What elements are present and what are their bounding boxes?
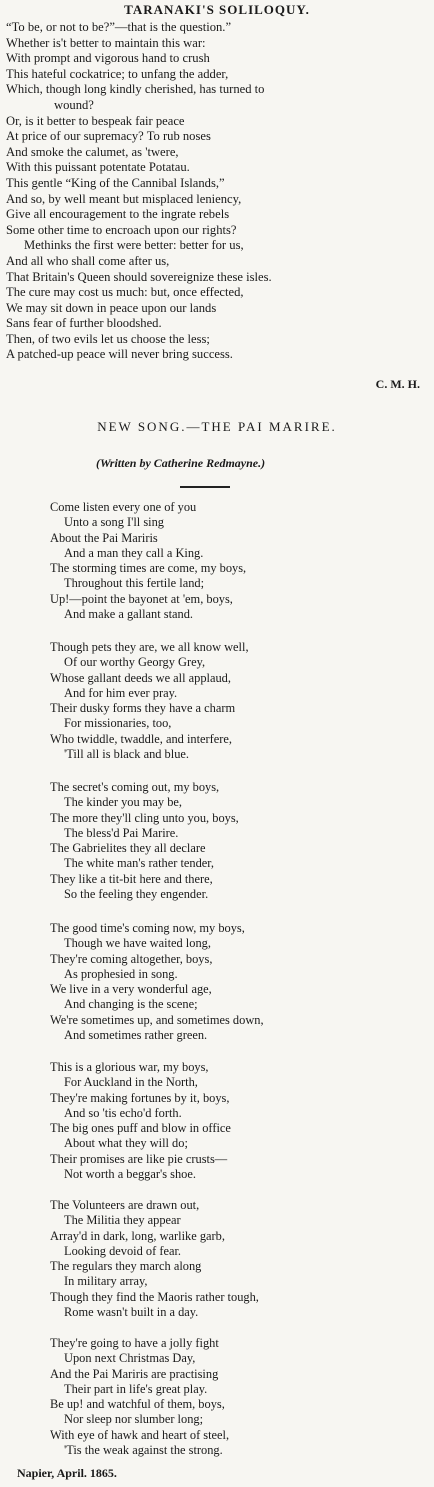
stanza-line: They're going to have a jolly fight: [50, 1336, 219, 1350]
poem1-line: And so, by well meant but misplaced leniency,: [6, 191, 242, 206]
stanza-line: The good time's coming now, my boys,: [50, 921, 245, 935]
stanza-line: Whose gallant deeds we all applaud,: [50, 670, 231, 685]
stanza-line: We're sometimes up, and sometimes down,: [50, 1012, 264, 1027]
poem1-line: A patched-up peace will never bring success.: [6, 347, 233, 362]
poem1-line: We may sit down in peace upon our lands: [6, 300, 217, 315]
footer-dateline: Napier, April. 1865.: [17, 1466, 117, 1480]
poem1-line: Some other time to encroach upon our rights?: [6, 222, 237, 237]
stanza-line: For Auckland in the North,: [64, 1075, 198, 1090]
stanza: [50, 640, 430, 762]
poem1-line: Which, though long kindly cherished, has turned to: [6, 82, 265, 97]
stanza-line: And changing is the scene;: [64, 997, 198, 1012]
stanza-line: They're making fortunes by it, boys,: [50, 1090, 230, 1105]
stanza-line: As prophesied in song.: [64, 966, 178, 981]
stanza-line: The storming times are come, my boys,: [50, 561, 247, 576]
poem1-line: Sans fear of further bloodshed.: [6, 316, 162, 331]
poem1-line: The cure may cost us much: but, once effected,: [6, 285, 244, 300]
stanza-line: About what they will do;: [64, 1136, 188, 1151]
poem1-line: This hateful cockatrice; to unfang the adder,: [6, 66, 229, 81]
stanza-line: Upon next Christmas Day,: [64, 1351, 196, 1366]
stanza-line: And sometimes rather green.: [64, 1028, 208, 1043]
stanza-line: Nor sleep nor slumber long;: [64, 1412, 204, 1427]
stanza-line: The Gabrielites they all declare: [50, 841, 206, 856]
poem1-line: And all who shall come after us,: [6, 253, 170, 268]
stanza-line: 'Till all is black and blue.: [64, 747, 189, 762]
divider-rule: [180, 486, 230, 488]
stanza: [50, 921, 430, 1043]
stanza-line: Of our worthy Georgy Grey,: [64, 655, 206, 670]
stanza-line: This is a glorious war, my boys,: [50, 1060, 209, 1074]
poem1-line: Or, is it better to bespeak fair peace: [6, 113, 185, 128]
poem1-line: That Britain's Queen should sovereignize these isles.: [6, 269, 272, 284]
stanza-line: For missionaries, too,: [64, 716, 172, 731]
stanza: [50, 1060, 430, 1182]
poem1-line: At price of our supremacy? To rub noses: [6, 129, 211, 144]
poem2-byline: (Written by Catherine Redmayne.): [96, 456, 266, 470]
poem1-signature: C. M. H.: [375, 377, 420, 391]
stanza-line: They're coming altogether, boys,: [50, 951, 213, 966]
stanza-line: Come listen every one of you: [50, 500, 197, 514]
poem1-line: With prompt and vigorous hand to crush: [6, 51, 210, 66]
poem1-line: wound?: [54, 97, 94, 112]
stanza-line: We live in a very wonderful age,: [50, 982, 212, 997]
stanza-line: Be up! and watchful of them, boys,: [50, 1397, 225, 1412]
stanza: [50, 1198, 430, 1320]
stanza-line: Though they find the Maoris rather tough,: [50, 1289, 259, 1304]
stanza-line: Their part in life's great play.: [64, 1381, 208, 1396]
stanza-line: Their promises are like pie crusts—: [50, 1151, 228, 1166]
stanza-line: Array'd in dark, long, warlike garb,: [50, 1228, 225, 1243]
stanza-line: And for him ever pray.: [64, 685, 178, 700]
poem1-line: And smoke the calumet, as 'twere,: [6, 144, 179, 159]
stanza-line: About the Pai Mariris: [50, 530, 158, 545]
stanza: [50, 1336, 430, 1458]
poem2-title: NEW SONG.—THE PAI MARIRE.: [97, 419, 337, 434]
stanza-line: Looking devoid of fear.: [64, 1243, 181, 1258]
stanza-line: Though we have waited long,: [64, 936, 211, 951]
stanza-line: The Militia they appear: [64, 1213, 181, 1228]
poem1-line: Give all encouragement to the ingrate rebels: [6, 207, 230, 222]
stanza-line: So the feeling they engender.: [64, 887, 209, 902]
stanza-line: Who twiddle, twaddle, and interfere,: [50, 731, 233, 746]
stanza-line: And the Pai Mariris are practising: [50, 1366, 219, 1381]
stanza-line: Not worth a beggar's shoe.: [64, 1167, 196, 1182]
stanza-line: Up!—point the bayonet at 'em, boys,: [50, 591, 233, 606]
stanza: [50, 780, 430, 902]
stanza-line: The Volunteers are drawn out,: [50, 1198, 200, 1212]
stanza-line: Unto a song I'll sing: [64, 515, 164, 530]
stanza-line: The regulars they march along: [50, 1259, 202, 1274]
stanza-line: And so 'tis echo'd forth.: [64, 1105, 182, 1120]
poem1-line: This gentle “King of the Cannibal Islands,”: [6, 175, 225, 190]
poem1-line: Whether is't better to maintain this war:: [6, 35, 206, 50]
stanza: [50, 500, 430, 622]
poem1-line: “To be, or not to be?”—that is the question.”: [6, 20, 232, 34]
poem1-line: With this puissant potentate Potatau.: [6, 160, 190, 175]
poem1-line: Methinks the first were better: better for us,: [24, 238, 244, 253]
stanza-line: They like a tit-bit here and there,: [50, 871, 213, 886]
stanza-line: Throughout this fertile land;: [64, 576, 205, 591]
stanza-line: The big ones puff and blow in office: [50, 1121, 231, 1136]
stanza-line: With eye of hawk and heart of steel,: [50, 1427, 230, 1442]
stanza-line: The bless'd Pai Marire.: [64, 825, 179, 840]
poem1-line: Then, of two evils let us choose the less;: [6, 331, 210, 346]
stanza-line: And make a gallant stand.: [64, 607, 194, 622]
stanza-line: The more they'll cling unto you, boys,: [50, 810, 239, 825]
stanza-line: Rome wasn't built in a day.: [64, 1305, 199, 1320]
stanza-line: 'Tis the weak against the strong.: [64, 1443, 223, 1458]
stanza-line: The kinder you may be,: [64, 795, 183, 810]
stanza-line: The secret's coming out, my boys,: [50, 780, 220, 794]
stanza-line: In military array,: [64, 1274, 148, 1289]
stanza-line: Though pets they are, we all know well,: [50, 640, 249, 654]
stanza-line: And a man they call a King.: [64, 545, 204, 560]
stanza-line: The white man's rather tender,: [64, 856, 215, 871]
stanza-line: Their dusky forms they have a charm: [50, 701, 236, 716]
poem1-body: [6, 20, 430, 363]
poem1-title: TARANAKI'S SOLILOQUY.: [124, 2, 310, 17]
